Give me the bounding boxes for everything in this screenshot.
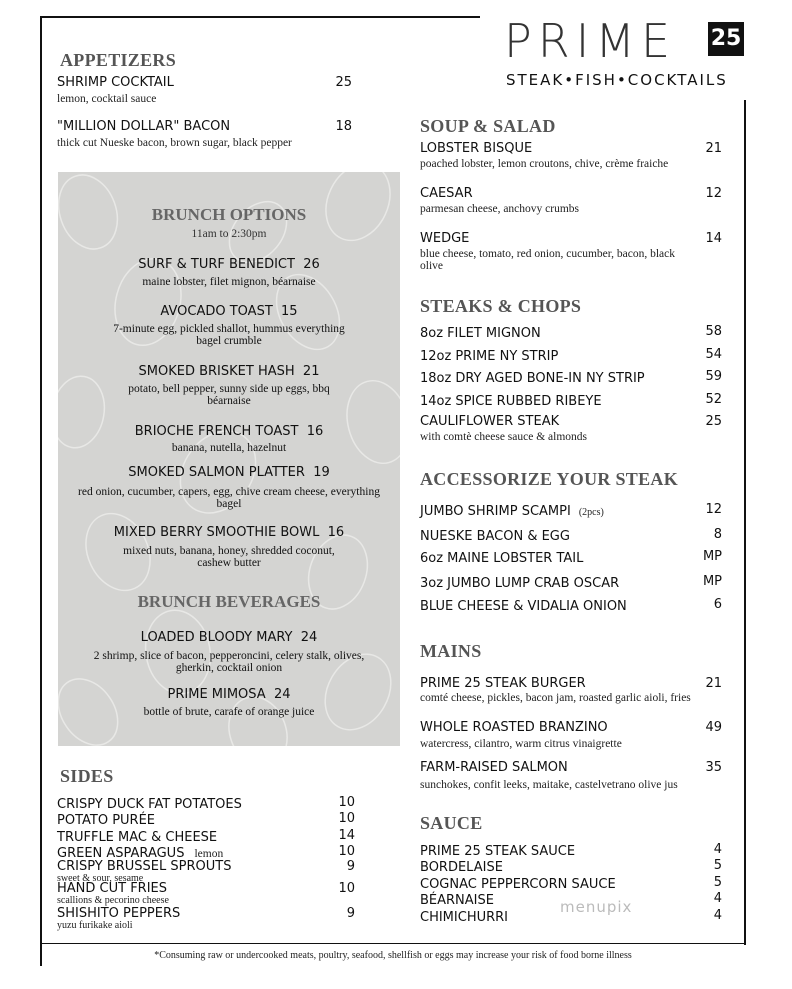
sauce-item (420, 858, 730, 876)
logo-tagline: STEAK•FISH•COCKTAILS (506, 71, 728, 89)
accessory-item (420, 502, 730, 520)
item-name: WHOLE ROASTED BRANZINO (420, 720, 608, 735)
mains-title: MAINS (420, 641, 482, 661)
item-name: 6oz MAINE LOBSTER TAIL (420, 551, 584, 566)
item-note: yuzu furikake aioli (57, 920, 133, 931)
item-desc: poached lobster, lemon croutons, chive, crème fraiche (420, 158, 669, 170)
item-price: 14 (705, 231, 722, 246)
item-name: LOBSTER BISQUE (420, 141, 533, 156)
item-price: MP (702, 549, 722, 564)
brunch-beverage-price: 24 (273, 687, 291, 702)
brunch-beverage-name: PRIME MIMOSA 24 (167, 687, 291, 702)
item-price: 58 (705, 324, 722, 339)
sides-title: SIDES (60, 766, 114, 786)
item-price: 5 (713, 875, 722, 890)
item-price: 14 (338, 828, 355, 843)
item-name: CAESAR (420, 186, 473, 201)
item-price: 21 (705, 676, 722, 691)
item-price: 10 (338, 881, 355, 896)
accessory-item (420, 597, 730, 615)
left-rule (40, 16, 42, 966)
top-rule (40, 16, 480, 18)
brunch-hours: 11am to 2:30pm (191, 228, 267, 240)
brunch-box (58, 172, 400, 746)
item-price: 9 (346, 906, 355, 921)
item-price: 4 (713, 908, 722, 923)
footnote: *Consuming raw or undercooked meats, poultry, seafood, shellfish or eggs may increase your risk of food borne illness (154, 950, 632, 961)
brunch-item-desc: potato, bell pepper, sunny side up eggs, bbq béarnaise (128, 383, 330, 407)
item-note: lemon (194, 848, 224, 860)
sauce-title: SAUCE (420, 813, 483, 833)
menu-item (57, 75, 357, 105)
item-name: POTATO PURÉE (57, 813, 156, 828)
item-price: 12 (705, 186, 722, 201)
item-name: BORDELAISE (420, 860, 503, 875)
item-price: 21 (705, 141, 722, 156)
item-name: PRIME 25 STEAK SAUCE (420, 844, 576, 859)
brunch-beverage-price: 24 (300, 630, 318, 645)
logo-word: PRIME (504, 14, 677, 68)
steaks-title: STEAKS & CHOPS (420, 296, 582, 316)
item-price: 25 (705, 414, 722, 429)
item-name: CRISPY DUCK FAT POTATOES (57, 797, 242, 812)
menu-item (420, 760, 730, 791)
brunch-beverage-desc: bottle of brute, carafe of orange juice (143, 706, 315, 718)
item-name: WEDGE (420, 231, 470, 246)
item-desc: thick cut Nueske bacon, brown sugar, black pepper (57, 137, 292, 149)
steak-item (420, 347, 730, 365)
item-price: 4 (713, 842, 722, 857)
brunch-item-name: BRIOCHE FRENCH TOAST 16 (134, 424, 324, 439)
item-name: SHRIMP COCKTAIL (57, 75, 174, 90)
brunch-beverage-desc: 2 shrimp, slice of bacon, pepperoncini, celery stalk, olives, gherkin, cocktail onion (93, 650, 365, 674)
item-note: scallions & pecorino cheese (57, 895, 169, 906)
brunch-beverages-title: BRUNCH BEVERAGES (137, 592, 321, 611)
item-price: 9 (346, 859, 355, 874)
item-price: 18 (335, 119, 352, 134)
brunch-item-desc: 7-minute egg, pickled shallot, hummus everything bagel crumble (113, 323, 345, 347)
menu-item (57, 119, 357, 149)
item-name: BLUE CHEESE & VIDALIA ONION (420, 599, 627, 614)
steak-item (420, 324, 730, 342)
item-name: PRIME NY STRIP (455, 349, 559, 364)
steak-size: 8oz (420, 326, 444, 341)
item-price: 8 (713, 527, 722, 542)
item-name: COGNAC PEPPERCORN SAUCE (420, 877, 616, 892)
bottom-rule (40, 943, 746, 944)
right-rule (744, 100, 746, 945)
item-price: 25 (335, 75, 352, 90)
accessory-item (420, 574, 730, 592)
steak-size: 12oz (420, 349, 452, 364)
item-desc: with comtè cheese sauce & almonds (420, 431, 588, 443)
brunch-item-name: SURF & TURF BENEDICT 26 (138, 257, 320, 272)
accessorize-title: ACCESSORIZE YOUR STEAK (420, 469, 678, 489)
item-name: 3oz JUMBO LUMP CRAB OSCAR (420, 576, 620, 591)
item-name: NUESKE BACON & EGG (420, 529, 570, 544)
item-price: 10 (338, 811, 355, 826)
item-price: 10 (338, 844, 355, 859)
item-price: 6 (713, 597, 722, 612)
brunch-item-desc: banana, nutella, hazelnut (171, 442, 287, 454)
item-desc: sunchokes, confit leeks, maitake, castelvetrano olive jus (420, 779, 678, 791)
accessory-item (420, 527, 730, 545)
brunch-item-desc: maine lobster, filet mignon, béarnaise (142, 276, 316, 288)
side-item (57, 881, 357, 905)
steak-item (420, 392, 730, 410)
item-desc: blue cheese, tomato, red onion, cucumber, bacon, black olive (420, 248, 675, 272)
item-note: (2pcs) (578, 507, 604, 518)
item-name: CAULIFLOWER STEAK (420, 414, 560, 429)
item-desc: watercress, cilantro, warm citrus vinaigrette (420, 738, 622, 750)
item-price: MP (702, 574, 722, 589)
item-name: GREEN ASPARAGUS (57, 846, 185, 861)
menu-item (420, 186, 730, 215)
brunch-item-desc: red onion, cucumber, capers, egg, chive cream cheese, everything bagel (78, 486, 380, 510)
item-name: FILET MIGNON (447, 326, 541, 341)
brunch-item-price: 19 (313, 465, 330, 480)
menu-item (420, 141, 730, 170)
soup-salad-title: SOUP & SALAD (420, 116, 556, 136)
item-price: 52 (705, 392, 722, 407)
steak-item (420, 414, 730, 443)
brunch-item-name: SMOKED BRISKET HASH 21 (138, 364, 320, 379)
brunch-item-name: AVOCADO TOAST 15 (160, 304, 298, 319)
side-item (57, 859, 357, 883)
item-name: PRIME 25 STEAK BURGER (420, 676, 586, 691)
item-name: SHISHITO PEPPERS (57, 906, 181, 921)
side-item (57, 811, 357, 829)
item-note: sweet & sour, sesame (57, 873, 144, 884)
item-name: BÉARNAISE (420, 893, 494, 908)
watermark: menupix (560, 898, 633, 916)
brunch-item-price: 15 (281, 304, 298, 319)
item-price: 54 (705, 347, 722, 362)
menu-item (420, 676, 730, 704)
steak-size: 18oz (420, 371, 452, 386)
item-price: 12 (705, 502, 722, 517)
brunch-beverage-name: LOADED BLOODY MARY 24 (140, 630, 318, 645)
item-desc: parmesan cheese, anchovy crumbs (420, 203, 580, 215)
brunch-item-name: MIXED BERRY SMOOTHIE BOWL 16 (113, 525, 345, 540)
item-name: FARM-RAISED SALMON (420, 760, 568, 775)
item-name: CRISPY BRUSSEL SPROUTS (57, 859, 232, 874)
item-name: SPICE RUBBED RIBEYE (455, 394, 602, 409)
side-item (57, 906, 357, 930)
item-price: 59 (705, 369, 722, 384)
item-name: "MILLION DOLLAR" BACON (57, 119, 231, 134)
brunch-item-desc: mixed nuts, banana, honey, shredded coconut, cashew butter (123, 545, 335, 569)
item-price: 4 (713, 891, 722, 906)
appetizers-title: APPETIZERS (60, 50, 177, 70)
item-name: JUMBO SHRIMP SCAMPI (420, 504, 571, 519)
brunch-item-price: 16 (306, 424, 324, 439)
menu-item (420, 720, 730, 750)
brunch-item-name: SMOKED SALMON PLATTER 19 (128, 465, 330, 480)
steak-item (420, 369, 730, 387)
item-desc: lemon, cocktail sauce (57, 93, 157, 105)
item-price: 49 (705, 720, 722, 735)
item-name: DRY AGED BONE-IN NY STRIP (455, 371, 645, 386)
item-name: CHIMICHURRI (420, 910, 509, 925)
item-price: 35 (705, 760, 722, 775)
logo-number: 25 (708, 22, 744, 56)
menu-item (420, 231, 730, 272)
brunch-item-price: 26 (303, 257, 320, 272)
item-name: TRUFFLE MAC & CHEESE (57, 830, 218, 845)
brunch-item-price: 21 (302, 364, 320, 379)
steak-size: 14oz (420, 394, 452, 409)
item-price: 5 (713, 858, 722, 873)
item-name: HAND CUT FRIES (57, 881, 168, 896)
brunch-item-price: 16 (327, 525, 345, 540)
brunch-title: BRUNCH OPTIONS (151, 205, 307, 224)
item-price: 10 (338, 795, 355, 810)
accessory-item (420, 549, 730, 567)
item-desc: comté cheese, pickles, bacon jam, roasted garlic aioli, fries (420, 692, 691, 704)
